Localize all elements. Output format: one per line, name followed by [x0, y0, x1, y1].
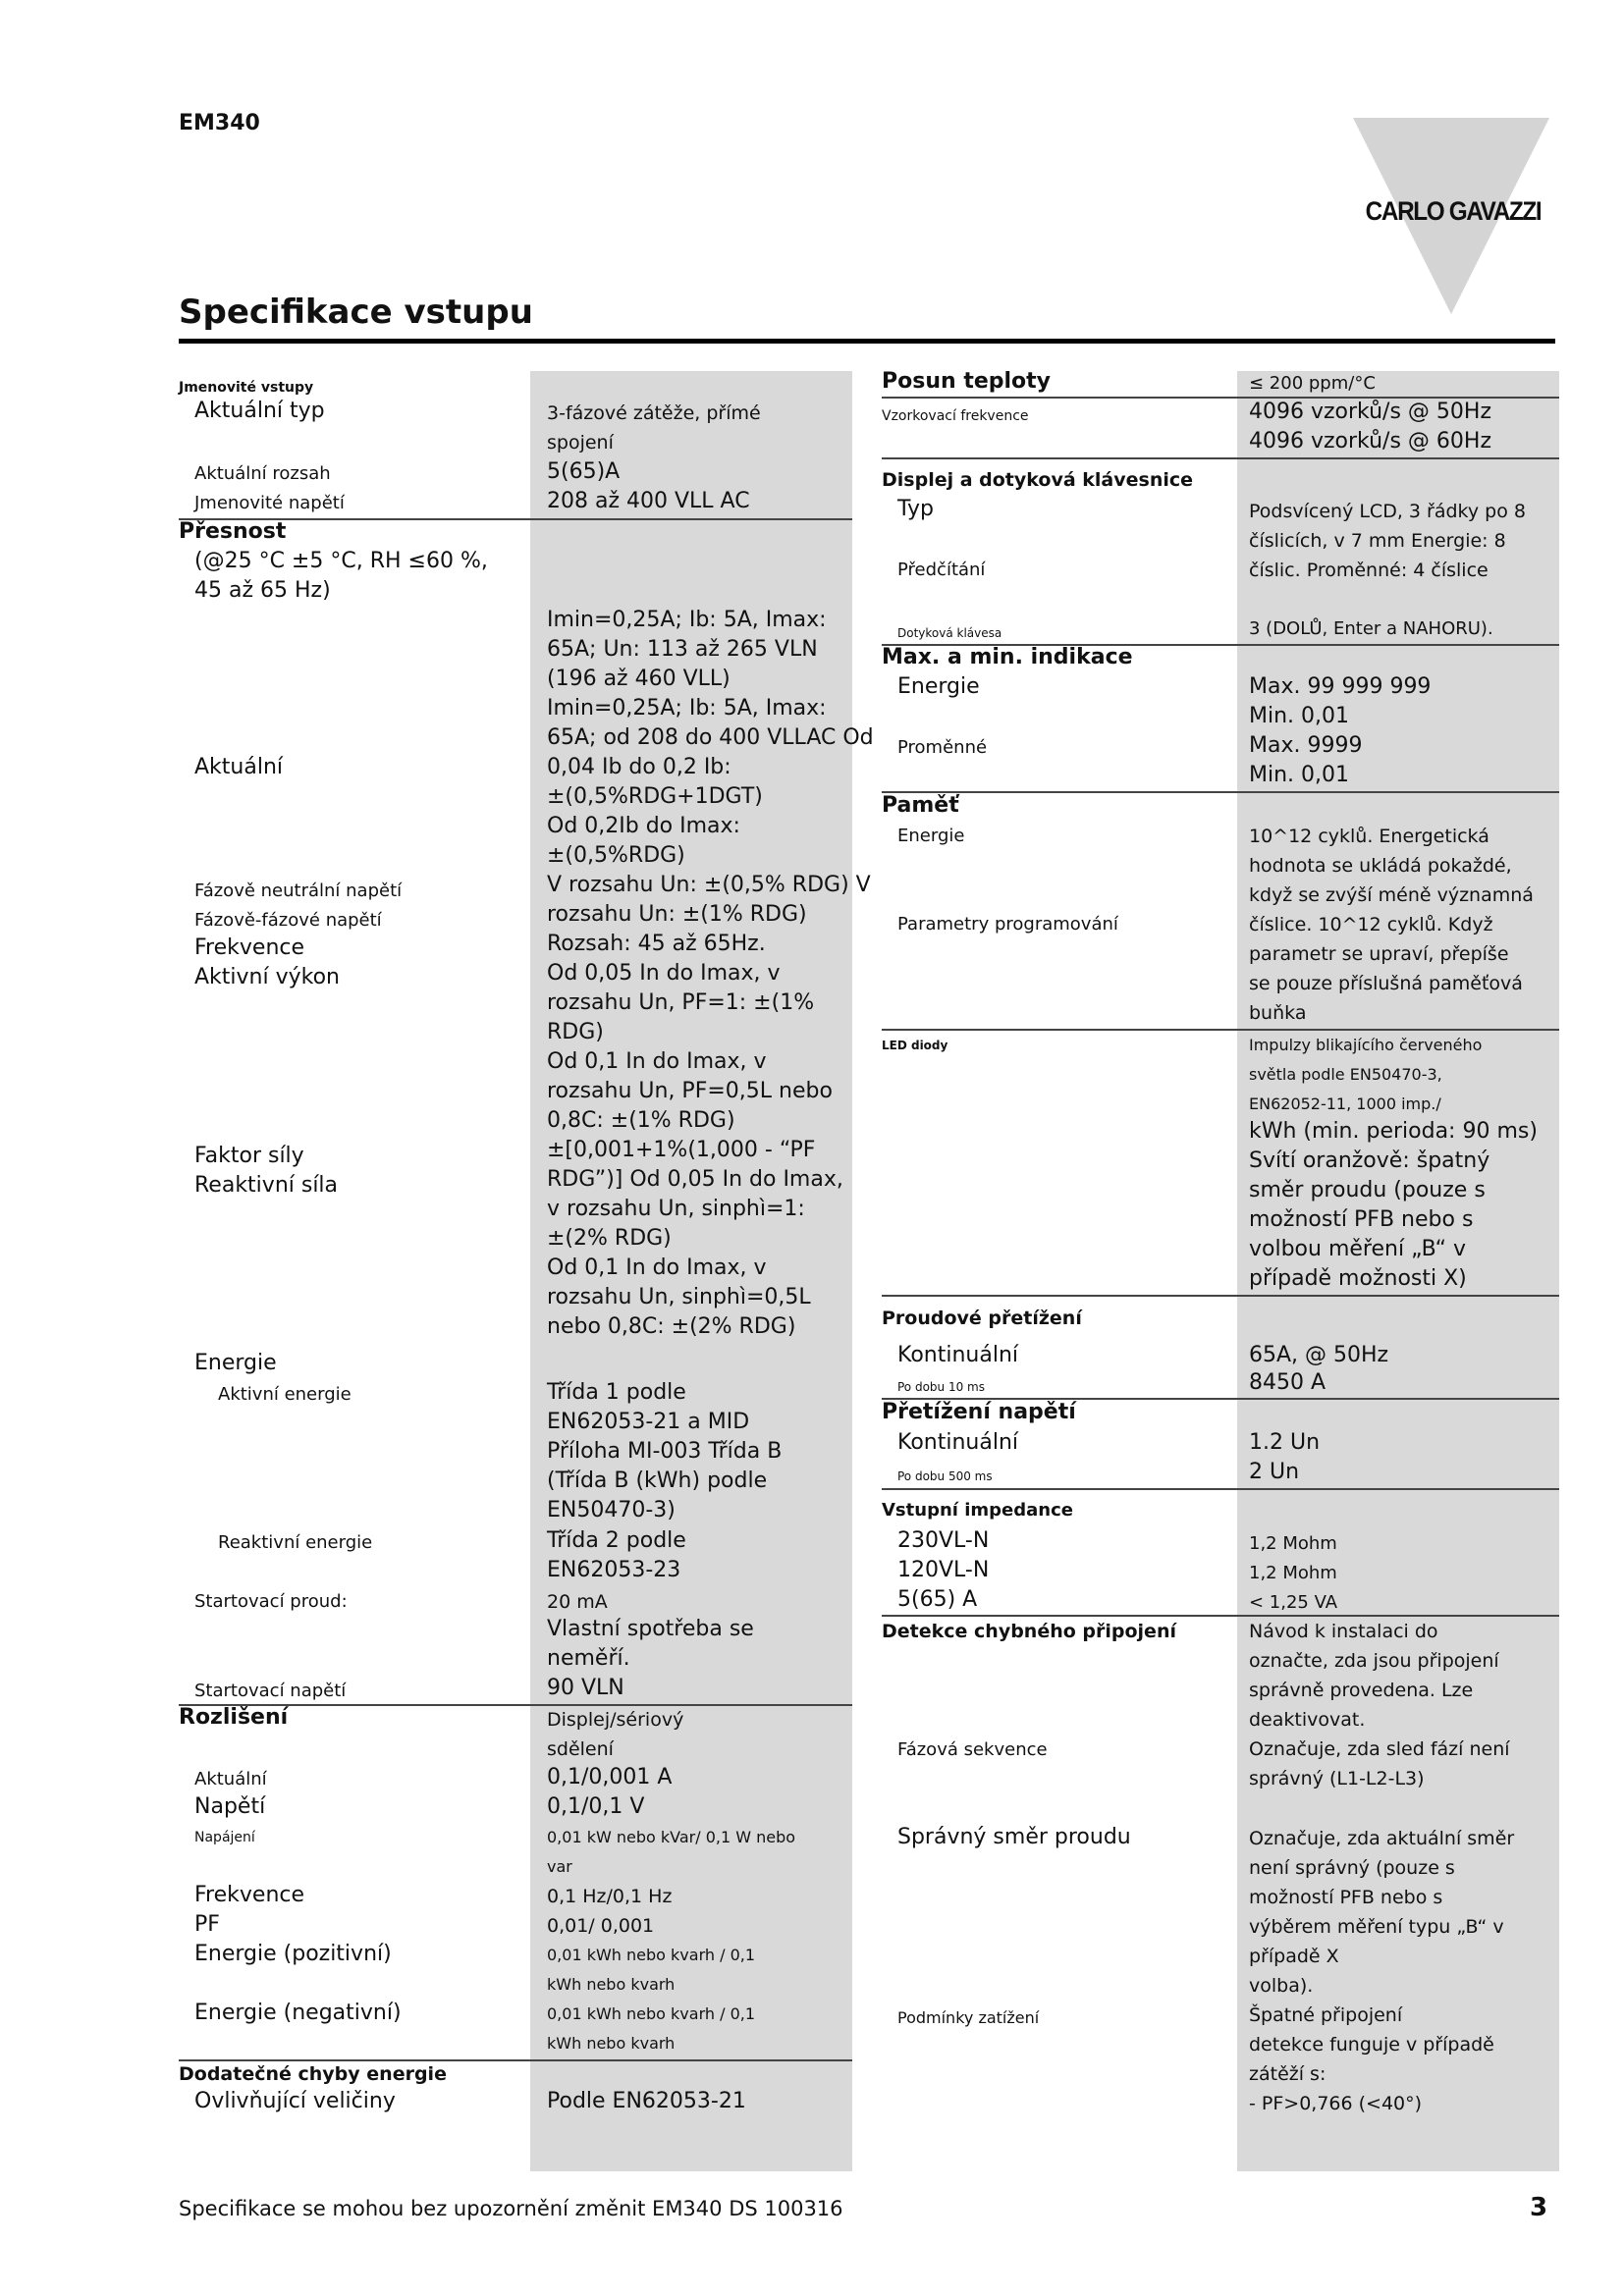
spec-label: Kontinuální [897, 1430, 1019, 1455]
spec-label: Aktuální [194, 1769, 267, 1789]
spec-value: Vlastní spotřeba se neměří. [547, 1617, 754, 1671]
brand-name: CARLO GAVAZZI [1365, 196, 1542, 226]
spec-value: Podle EN62053-21 [547, 2089, 746, 2113]
row-divider [882, 791, 1559, 793]
spec-value: 1,2 Mohm [1249, 1563, 1337, 1583]
spec-value: Displej/sériový sdělení [547, 1709, 684, 1760]
title-divider [179, 339, 1555, 344]
spec-value: Impulzy blikajícího červeného světla podle EN50470-3, EN62052-11, 1000 imp./ [1249, 1036, 1483, 1113]
section-header: Displej a dotyková klávesnice [882, 469, 1194, 491]
page-title: Specifikace vstupu [179, 293, 533, 332]
section-header: Posun teploty [882, 369, 1052, 394]
spec-label: Kontinuální [897, 1343, 1019, 1367]
spec-label: Správný směr proudu [897, 1825, 1131, 1849]
spec-value: Třída 2 podle EN62053-23 [547, 1528, 686, 1582]
spec-label: Reaktivní energie [218, 1532, 373, 1553]
spec-label: Energie [897, 674, 980, 699]
spec-label: 120VL-N [897, 1558, 990, 1582]
spec-label: Energie [897, 826, 965, 846]
spec-label: Faktor síly [194, 1144, 304, 1168]
section-header: Jmenovité vstupy [179, 380, 314, 396]
spec-label: Startovací proud: [194, 1591, 348, 1612]
spec-value: 0,1 Hz/0,1 Hz [547, 1886, 673, 1907]
spec-label: Jmenovité napětí [194, 493, 345, 513]
spec-label: 230VL-N [897, 1528, 990, 1553]
spec-value: < 1,25 VA [1249, 1592, 1338, 1613]
spec-value: 90 VLN [547, 1676, 624, 1700]
spec-label: Fázová sekvence [897, 1739, 1048, 1760]
spec-value: 0,01 kWh nebo kvarh / 0,1 kWh nebo kvarh [547, 2004, 756, 2053]
spec-value: Označuje, zda sled fází není správný (L1-L2-L3) [1249, 1738, 1510, 1789]
spec-label: Napájení [194, 1830, 255, 1845]
spec-label: Aktuální typ [194, 399, 325, 423]
row-divider [882, 457, 1559, 459]
spec-label: Vzorkovací frekvence [882, 408, 1029, 424]
spec-label: 5(65) A [897, 1587, 978, 1612]
section-header: Max. a min. indikace [882, 645, 1133, 669]
spec-value: Imin=0,25A; Ib: 5A, Imax: 65A; Un: 113 až 265 VLN (196 až 460 VLL) Imin=0,25A; Ib: 5A, Imax: 65A; od 208 do 400 VLLAC Od 0,04 Ib do 0,2 Ib: ±(0,5%RDG+1DGT) Od 0,2Ib do Imax: ±(0,5%RDG) V rozsahu Un: ±(0,5% RDG) V rozsahu Un: ±(1% RDG) Rozsah: 45 až 65Hz. Od 0,05 In do Imax, v rozsahu Un, PF=1: ±(1% RDG) Od 0,1 In do Imax, v rozsahu Un, PF=0,5L nebo 0,8C: ±(1% RDG) ±[0,001+1%(1,000 - “PF RDG”)] Od 0,05 In do Imax, v rozsahu Un, sinphì=1: ±(2% RDG) Od 0,1 In do Imax, v rozsahu Un, sinphì=0,5L nebo 0,8C: ±(2% RDG) [547, 608, 874, 1339]
spec-value: 10^12 cyklů. Energetická hodnota se ukládá pokaždé, když se zvýší méně významná číslice. 10^12 cyklů. Když parametr se upraví, přepíše se pouze příslušná paměťová buňka [1249, 826, 1534, 1024]
spec-value: 20 mA [547, 1591, 608, 1613]
spec-value: 1,2 Mohm [1249, 1533, 1337, 1554]
section-header: Paměť [882, 793, 959, 818]
footer-note: Specifikace se mohou bez upozornění změnit EM340 DS 100316 [179, 2197, 843, 2220]
section-header: Vstupní impedance [882, 1500, 1073, 1521]
spec-label: Energie [194, 1351, 277, 1375]
page-number: 3 [1530, 2193, 1548, 2222]
spec-value: 3 (DOLŮ, Enter a NAHORU). [1249, 618, 1493, 639]
spec-label: Parametry programování [897, 914, 1118, 934]
spec-label: Aktivní energie [218, 1384, 352, 1405]
spec-label: Aktuální rozsah [194, 463, 331, 484]
spec-label: Reaktivní síla [194, 1173, 339, 1198]
spec-value: 208 až 400 VLL AC [547, 489, 750, 513]
spec-value: 2 Un [1249, 1460, 1300, 1484]
spec-label: Podmínky zatížení [897, 2008, 1040, 2027]
spec-label: Energie (pozitivní) [194, 1942, 392, 1966]
spec-value: 1.2 Un [1249, 1430, 1321, 1455]
spec-value: 0,01 kW nebo kVar/ 0,1 W nebo var [547, 1828, 796, 1876]
document-code: EM340 [179, 111, 260, 135]
spec-label: LED diody [882, 1039, 948, 1052]
spec-label: Proměnné [897, 737, 988, 758]
spec-value: Podsvícený LCD, 3 řádky po 8 číslicích, v 7 mm Energie: 8 číslic. Proměnné: 4 číslice [1249, 501, 1526, 581]
spec-label: Předčítání [897, 560, 986, 580]
spec-value: 3-fázové zátěže, přímé spojení [547, 402, 761, 454]
spec-value: Označuje, zda aktuální směr není správný (pouze s možností PFB nebo s výběrem měření typu „B“ v případě X volba). [1249, 1828, 1515, 1997]
spec-label: Fázově-fázové napětí [194, 910, 382, 931]
spec-value: Návod k instalaci do označte, zda jsou připojení správně provedena. Lze deaktivovat. [1249, 1621, 1499, 1731]
spec-value: 0,01 kWh nebo kvarh / 0,1 kWh nebo kvarh [547, 1946, 756, 1994]
section-header: Proudové přetížení [882, 1308, 1082, 1329]
spec-value: 5(65)A [547, 459, 621, 484]
spec-condition: (@25 °C ±5 °C, RH ≤60 %, 45 až 65 Hz) [194, 549, 488, 603]
spec-label: Po dobu 10 ms [897, 1380, 985, 1394]
spec-value: 65A, @ 50Hz [1249, 1343, 1389, 1367]
spec-label: Aktivní výkon [194, 965, 340, 989]
spec-value: 8450 A [1249, 1370, 1326, 1395]
spec-label: Fázově neutrální napětí [194, 881, 403, 901]
spec-value: 0,1/0,001 A [547, 1765, 673, 1789]
row-divider [882, 1488, 1559, 1490]
spec-label: Ovlivňující veličiny [194, 2089, 396, 2113]
spec-label: Aktuální [194, 755, 284, 779]
spec-value: Třída 1 podle EN62053-21 a MID Příloha MI-003 Třída B (Třída B (kWh) podle EN50470-3) [547, 1380, 783, 1522]
spec-label: Frekvence [194, 1883, 305, 1907]
section-header: Rozlišení [179, 1705, 289, 1730]
section-header: Přesnost [179, 519, 287, 544]
row-divider [882, 1295, 1559, 1297]
spec-value: Max. 9999 Min. 0,01 [1249, 733, 1363, 787]
section-header: Dodatečné chyby energie [179, 2063, 447, 2085]
spec-value: Špatné připojení detekce funguje v případě zátěží s: - PF>0,766 (<40°) [1249, 2004, 1494, 2114]
spec-label: PF [194, 1912, 220, 1937]
spec-value: 0,01/ 0,001 [547, 1915, 655, 1937]
spec-label: Frekvence [194, 935, 305, 960]
spec-label: Dotyková klávesa [897, 626, 1002, 640]
section-header: Detekce chybného připojení [882, 1621, 1176, 1642]
spec-label: Energie (negativní) [194, 2001, 402, 2025]
spec-label: Napětí [194, 1794, 266, 1819]
spec-label: Startovací napětí [194, 1681, 347, 1701]
spec-label: Po dobu 500 ms [897, 1469, 993, 1483]
spec-value: ≤ 200 ppm/°C [1249, 373, 1376, 394]
spec-value: 4096 vzorků/s @ 50Hz 4096 vzorků/s @ 60Hz [1249, 400, 1492, 454]
spec-value: 0,1/0,1 V [547, 1794, 645, 1819]
section-header: Přetížení napětí [882, 1400, 1076, 1424]
spec-value: Max. 99 999 999 Min. 0,01 [1249, 674, 1432, 728]
spec-label: Typ [897, 497, 934, 521]
spec-value: kWh (min. perioda: 90 ms) Svítí oranžově: špatný směr proudu (pouze s možností PFB nebo s volbou měření „B“ v případě možnosti X) [1249, 1119, 1538, 1291]
